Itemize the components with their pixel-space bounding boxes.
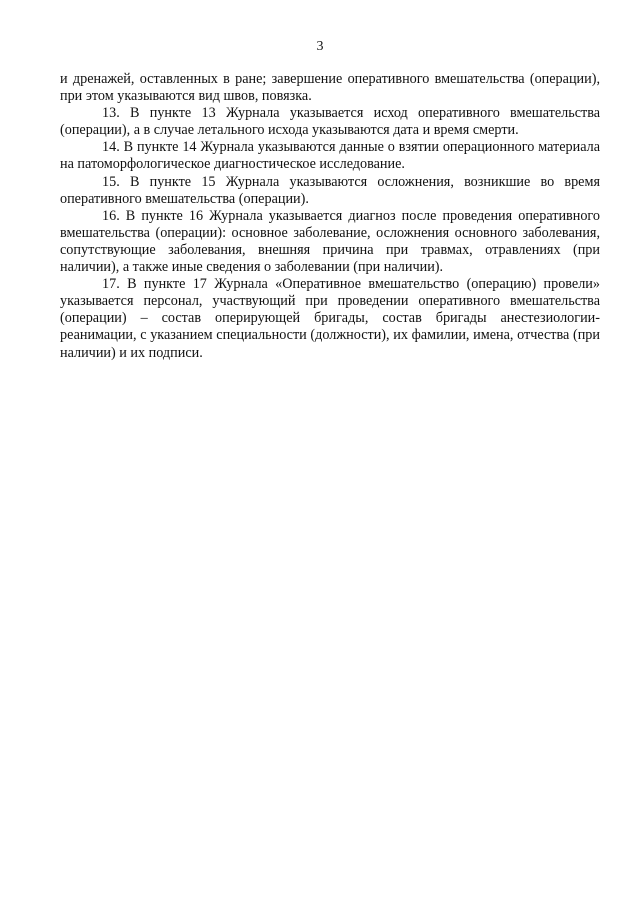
paragraph-item-17: 17. В пункте 17 Журнала «Оперативное вмешательство (операцию) провели» указывается персонал, участвующий при проведении оперативного вмешательства (операции) – состав оперирующей бригады, состав бригады анестезиологии-реанимации, с указанием специальности (должности), их фамилии, имена, отчества (при наличии) и их подписи. [60,276,600,361]
paragraph-item-16: 16. В пункте 16 Журнала указывается диагноз после проведения оперативного вмешательства (операции): основное заболевание, осложнения основного заболевания, сопутствующие заболевания, внешняя причина при травмах, отравлениях (при наличии), а также иные сведения о заболевании (при наличии). [60,207,600,276]
document-body [60,71,600,362]
paragraph-item-15: 15. В пункте 15 Журнала указываются осложнения, возникшие во время оперативного вмешательства (операции). [60,173,600,207]
page-number: 3 [316,39,324,54]
paragraph-continuation: и дренажей, оставленных в ране; завершение оперативного вмешательства (операции), при этом указываются вид швов, повязка. [60,71,600,105]
paragraph-item-14: 14. В пункте 14 Журнала указываются данные о взятии операционного материала на патоморфологическое диагностическое исследование. [60,139,600,173]
paragraph-item-13: 13. В пункте 13 Журнала указывается исход оперативного вмешательства (операции), а в случае летального исхода указываются дата и время смерти. [60,105,600,139]
